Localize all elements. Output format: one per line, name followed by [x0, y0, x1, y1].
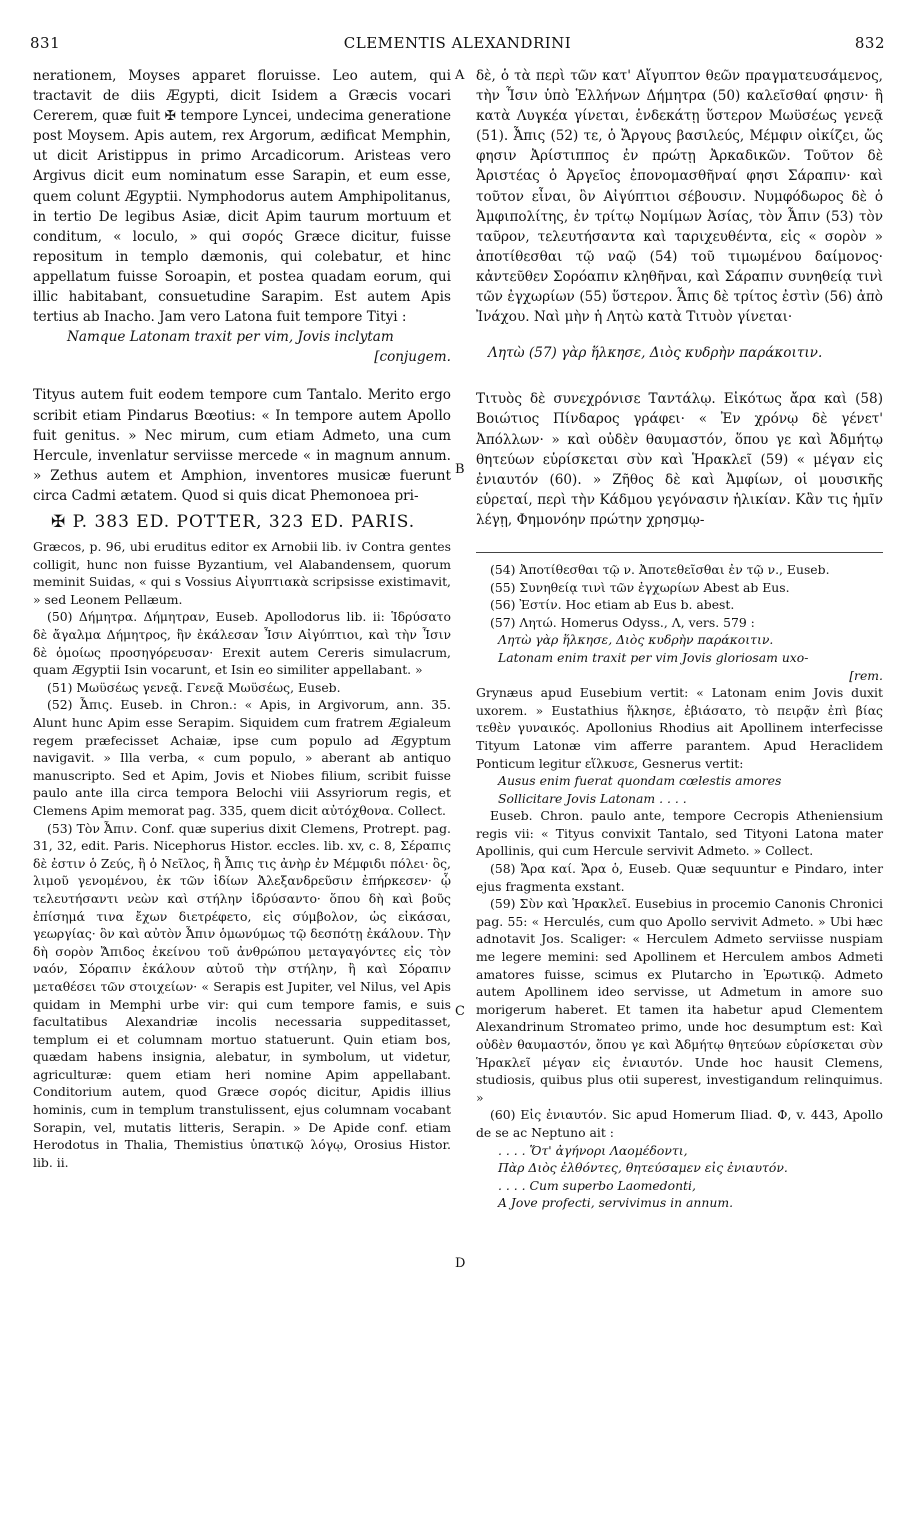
- margin-letter-a: A: [455, 68, 465, 83]
- page-header: [30, 34, 885, 56]
- main-text-paragraph: nerationem, Moyses apparet floruisse. Leo autem, qui tractavit de diis Ægypti, dicit Isidem a Græcis vocari Cererem, quæ fuit ✠ tempore Lyncei, undecima generatione post Moysem. Apis autem, rex Argorum, ædificat Memphin, ut dicit Aristippus in primo Arcadicorum. Aristeas vero Argivus dicit eum nominatum esse Sarapin, et eum esse, quem colunt Ægyptii. Nymphodorus autem Amphipolitanus, in tertio De legibus Asiæ, dicit Apim taurum mortuum et conditum, « loculo, » qui σορός Græce dicitur, fuisse repositum in templo dæmonis, qui colebatur, et hinc appellatum fuisse Soroapin, et postea quadam eorum, qui illic habitabant, consuetudine Sarapim. Est autem Apis tertius ab Inacho. Jam vero Latona fuit tempore Tityi :: [33, 68, 451, 326]
- left-column: [33, 66, 451, 1171]
- footnote: (59) Σὺν καὶ Ἡρακλεῖ. Eusebius in procemio Canonis Chronici pag. 55: « Herculés, cum quo Apollo servivit Admeto. » Ubi hæc adnotavit Jos. Scaliger: « Herculem Admeto serviisse nuspiam me legere memini: sed Apollinem et Herculem ambos Admeti amatores fuisse, scimus ex Plutarcho in Ἐρωτικῷ. Admeto autem Apollinem ideo servisse, ut Admetum in amore suo morigerum haberet. Et tamen ita habetur apud Clementem Alexandrinum Stromateo primo, unde hoc desumptum est: Καὶ οὐδὲν θαυμαστόν, ὅπου γε καὶ Ἀδμήτῳ θητεύων εὑρίσκεται σὺν Ἡρακλεῖ μέγαν εἰς ἐνιαυτόν. Unde hoc hausit Clemens, studiosis, quibus plus otii superest, investigandum relinquimus. »: [476, 896, 883, 1105]
- footnote-verse: Λητὼ γὰρ ἥλκησε, Διὸς κυδρὴν παράκοιτιν.: [498, 632, 774, 648]
- footnote: (60) Εἰς ἐνιαυτόν. Sic apud Homerum Iliad. Φ, v. 443, Apollo de se ac Neptuno ait :: [476, 1107, 883, 1140]
- margin-letter-b: B: [455, 462, 465, 477]
- greek-main-paragraph: δὲ, ὁ τὰ περὶ τῶν κατ' Αἴγυπτον θεῶν πραγματευσάμενος, τὴν Ἶσιν ὑπὸ Ἑλλήνων Δήμητρα (50) καλεῖσθαί φησιν· ἣ κατὰ Λυγκέα γίνεται, ἑνδεκάτῃ ὕστερον Μωϋσέως γενεᾷ (51). Ἆπις (52) τε, ὁ Ἄργους βασιλεύς, Μέμφιν οἰκίζει, ὥς φησιν Ἀρίστιππος ἐν πρώτῃ Ἀρκαδικῶν. Τοῦτον δὲ Ἀριστέας ὁ Ἀργεῖος ἐπονομασθῆναί φησι Σάραπιν· καὶ τοῦτον εἶναι, ὃν Αἰγύπτιοι σέβουσιν. Νυμφόδωρος δὲ ὁ Ἀμφιπολίτης, ἐν τρίτῳ Νομίμων Ἀσίας, τὸν Ἆπιν (53) τὸν ταῦρον, τελευτήσαντα καὶ ταριχευθέντα, εἰς « σορὸν » ἀποτίθεσθαι τῷ ναῷ (54) τοῦ τιμωμένου δαίμονος· κἀντεῦθεν Σορόαπιν κληθῆναι, καὶ Σάραπιν συνηθείᾳ τινὶ τῶν ἐγχωρίων (55) ὕστερον. Ἆπις δὲ τρίτος ἐστὶν (56) ἀπὸ Ἰνάχου. Ναὶ μὴν ἡ Λητὼ κατὰ Τιτυὸν γίνεται·: [476, 68, 883, 326]
- page-number-left: 831: [30, 34, 61, 52]
- verse-continuation: [conjugem.: [374, 349, 451, 366]
- footnote: (55) Συνηθείᾳ τινὶ τῶν ἐγχωρίων Abest ab Eus.: [490, 579, 790, 595]
- footnote: Euseb. Chron. paulo ante, tempore Cecropis Atheniensium regis vii: « Tityus convixit Tantalo, sed Tityoni Latona mater Apollinis, qui cum Hercule servivit Admeto. » Collect.: [476, 808, 883, 859]
- margin-letter-c: C: [455, 1004, 465, 1019]
- footnote: (54) Ἀποτίθεσθαι τῷ ν. Ἀποτεθεῖσθαι ἐν τῷ ν., Euseb.: [490, 561, 830, 577]
- main-text-paragraph-2: Tityus autem fuit eodem tempore cum Tantalo. Merito ergo scribit etiam Pindarus Bœotius: « In tempore autem Apollo fuit genitus. » Nec mirum, cum etiam Admeto, una cum Hercule, invenlatur serviisse mercede « in magnum annum. » Zethus autem et Amphion, inventores musicæ fuerunt circa Cadmi ætatem. Quod si quis dicat Phemonoea pri-: [33, 387, 451, 504]
- running-title: CLEMENTIS ALEXANDRINI: [343, 34, 572, 52]
- footnote: (56) Ἐστίν. Hoc etiam ab Eus b. abest.: [490, 597, 735, 613]
- footnote-verse: . . . . Ὅτ' ἀγήνορι Λαομέδοντι,: [498, 1142, 688, 1158]
- page-number-right: 832: [854, 34, 885, 52]
- footnote-verse: Πὰρ Διὸς ἐλθόντες, θητεύσαμεν εἰς ἐνιαυτόν.: [498, 1160, 788, 1176]
- footnotes-right: [476, 561, 883, 1212]
- footnote: (53) Τὸν Ἆπιν. Conf. quæ superius dixit Clemens, Protrept. pag. 31, 32, edit. Paris. Nicephorus Histor. eccles. lib. xv, c. 8, Σέραπις δὲ ἐστιν ὁ Ζεύς, ἢ ὁ Νεῖλος, ἢ Ἆπις τις ἀνὴρ ἐν Μέμφιδι πόλει· ὃς, λιμοῦ γενομένου, ἐκ τῶν ἰδίων Ἀλεξανδρεῦσιν ἐπήρκεσεν· ᾧ τελευτήσαντι νεὼν καὶ στήλην ἱδρύσαντο· ὅπου δὴ καὶ βοῦς ἐπίσημά τινα ἔχων διετρέφετο, εἰς σύμβολον, ὡς εἰκάσαι, γεωργίας· ὃν καὶ αὐτὸν Ἆπιν ὁμωνύμως τῷ δεσπότῃ ἐκάλουν. Τὴν δὴ σορὸν Ἄπιδος ἐκείνου τοῦ ἀνθρώπου μεταγαγόντες εἰς τὸν ναόν, Σόραπιν ἐκάλουν αὐτοῦ τὴν στήλην, ἢ καὶ Σόραπιν μεταθέσει τῶν στοιχείων· « Serapis est Jupiter, vel Nilus, vel Apis quidam in Memphi urbe vir: qui cum tempore famis, e suis facultatibus Alexandriæ incolis necessaria suppeditasset, templum ei et columnam mortuo statuerunt. Quin etiam bos, quædam habens insignia, alebatur, in symbolum, ut videtur, agriculturæ: quem etiam heri nomine Apim appellabant. Conditorium autem, quod Græce σορός dicitur, Apidis illius hominis, cum in templum transtulissent, ejus columnam vocabant Sorapin, vel, mutatis litteris, Serapin. » De Apide conf. etiam Herodotus in Thalia, Themistius ὑπατικῷ λόγῳ, Orosius Histor. lib. ii.: [33, 820, 451, 1170]
- footnote-verse: Latonam enim traxit per vim Jovis gloriosam uxo-: [498, 649, 809, 665]
- footnote-verse: Sollicitare Jovis Latonam . . . .: [498, 790, 687, 806]
- verse-line: Namque Latonam traxit per vim, Jovis inclytam: [67, 329, 394, 346]
- edition-heading: ✠ P. 383 ED. POTTER, 323 ED. PARIS.: [51, 511, 416, 532]
- footnote: Grynæus apud Eusebium vertit: « Latonam enim Jovis duxit uxorem. » Eustathius ἥλκησε, ἐβιάσατο, τὸ πειρᾷν ἐπὶ βίας τεθὲν γυναικός. Apollonius Rhodius ait Apollinem interfecisse Tityum Latonæ vim afferre parantem. Apud Heraclidem Ponticum legitur εἵλκυσε, Gesnerus vertit:: [476, 685, 883, 771]
- footnotes-left: [33, 538, 451, 1171]
- greek-main-paragraph-2: Τιτυὸς δὲ συνεχρόνισε Ταντάλῳ. Εἰκότως ἄρα καὶ (58) Βοιώτιος Πίνδαρος γράφει· « Ἐν χρόνῳ δὲ γένετ' Ἀπόλλων· » καὶ οὐδὲν θαυμαστόν, ὅπου γε καὶ Ἀδμήτῳ θητεύων εὑρίσκεται σὺν καὶ Ἡρακλεῖ (59) « μέγαν εἰς ἐνιαυτόν (60). » Ζῆθος δὲ καὶ Ἀμφίων, οἱ μουσικῆς εὑρεταί, περὶ τὴν Κάδμου γεγόνασιν ἡλικίαν. Κἂν τις ἡμῖν λέγῃ, Φημονόην πρώτην χρησμῳ-: [476, 391, 883, 528]
- footnote-verse: A Jove profecti, servivimus in annum.: [498, 1195, 734, 1211]
- footnote: Græcos, p. 96, ubi eruditus editor ex Arnobii lib. iv Contra gentes colligit, hunc non fuisse Byzantium, vel Alabandensem, quorum meminit Suidas, « qui s Vossius Αἰγυπτιακὰ scripsisse existimavit, » sed Leonem Pellæum.: [33, 539, 451, 607]
- footnote: (57) Λητώ. Homerus Odyss., Λ, vers. 579 :: [490, 614, 755, 630]
- footnote-verse-cont: [rem.: [849, 667, 883, 683]
- right-column: [476, 66, 883, 1212]
- footnote-divider: [476, 552, 883, 553]
- footnote-verse: . . . . Cum superbo Laomedonti,: [498, 1177, 696, 1193]
- footnote: (50) Δήμητρα. Δήμητραν, Euseb. Apollodorus lib. ii: Ἱδρύσατο δὲ ἄγαλμα Δήμητρος, ἣν ἐκάλεσαν Ἶσιν Αἰγύπτιοι, καὶ τὴν Ἶσιν δὲ ὁμοίως προσηγόρευσαν· Erexit autem Cereris simulacrum, quam Ægyptii Isin vocarunt, et Isin eo similiter appellabant. »: [33, 609, 451, 678]
- margin-letter-d: D: [455, 1256, 466, 1271]
- footnote: (58) Ἄρα καί. Ἄρα ὁ, Euseb. Quæ sequuntur e Pindaro, inter ejus fragmenta exstant.: [476, 861, 883, 894]
- footnote-verse: Ausus enim fuerat quondam cœlestis amores: [498, 773, 782, 789]
- footnote: (52) Ἆπις. Euseb. in Chron.: « Apis, in Argivorum, ann. 35. Alunt hunc Apim esse Serapim. Siquidem cum fratrem Ægialeum regem præfecisset Achaiæ, ipse cum populo ad Ægyptum navigavit. » Illa verba, « cum populo, » aberant ab antiquo manuscripto. Sed et Apim, Jovis et Niobes filium, scribit fuisse paulo ante illa circa tempora Belochi viii Assyriorum regis, et Clemens Apim memorat pag. 335, quem dicit αὐτόχθονα. Collect.: [33, 697, 451, 818]
- greek-verse-line: Λητὼ (57) γὰρ ἥλκησε, Διὸς κυδρὴν παράκοιτιν.: [488, 345, 823, 362]
- footnote: (51) Μωϋσέως γενεᾷ. Γενεᾷ Μωϋσέως, Euseb.: [47, 679, 341, 695]
